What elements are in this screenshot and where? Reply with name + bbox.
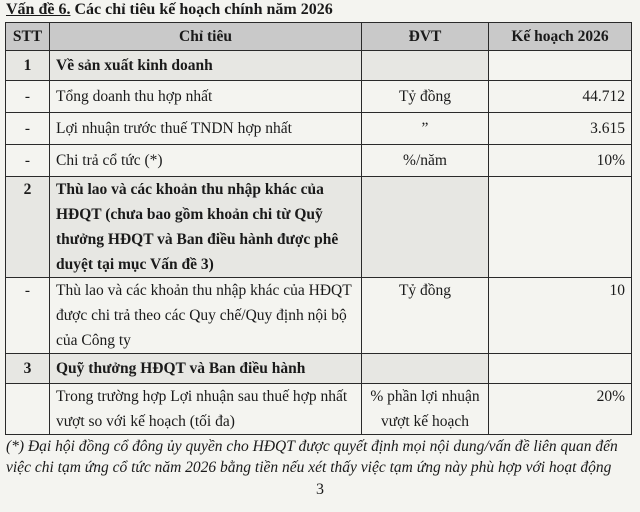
section-title: Các chỉ tiêu kế hoạch chính năm 2026	[74, 1, 333, 18]
row-stt: -	[6, 145, 50, 177]
row-unit	[362, 51, 489, 81]
row-plan: 10	[489, 278, 632, 354]
row-plan	[489, 354, 632, 384]
row-stt: -	[6, 81, 50, 113]
table-row	[6, 354, 632, 384]
row-unit: %/năm	[362, 145, 489, 177]
row-stt: 1	[6, 51, 50, 81]
row-indicator: Tổng doanh thu hợp nhất	[50, 81, 362, 113]
table-row	[6, 177, 632, 278]
row-unit: Tỷ đồng	[362, 81, 489, 113]
row-plan: 10%	[489, 145, 632, 177]
row-stt: 3	[6, 354, 50, 384]
row-stt: -	[6, 113, 50, 145]
table-row	[6, 278, 632, 354]
row-indicator: Quỹ thưởng HĐQT và Ban điều hành	[50, 354, 362, 384]
page-number: 3	[316, 481, 324, 498]
row-stt: -	[6, 278, 50, 354]
table-row	[6, 81, 632, 113]
row-indicator: Chi trả cổ tức (*)	[50, 145, 362, 177]
table-row	[6, 145, 632, 177]
row-plan: 3.615	[489, 113, 632, 145]
row-unit: Tỷ đồng	[362, 278, 489, 354]
row-plan	[489, 51, 632, 81]
footnote: (*) Đại hội đồng cổ đông ủy quyền cho HĐQT được quyết định mọi nội dung/vấn đề liên quan đến việc chi tạm ứng cổ tức năm 2026 bằng tiền nếu xét thấy việc tạm ứng này phù hợp với hoạt động	[6, 438, 618, 476]
row-stt: 2	[6, 177, 50, 278]
table-row	[6, 113, 632, 145]
header-stt: STT	[6, 23, 50, 51]
row-unit: ”	[362, 113, 489, 145]
table-row	[6, 384, 632, 435]
row-indicator: Trong trường hợp Lợi nhuận sau thuế hợp nhất vượt so với kế hoạch (tối đa)	[50, 384, 362, 435]
header-indicator: Chỉ tiêu	[50, 23, 362, 51]
row-indicator: Lợi nhuận trước thuế TNDN hợp nhất	[50, 113, 362, 145]
row-indicator: Về sản xuất kinh doanh	[50, 51, 362, 81]
table-row	[6, 51, 632, 81]
row-plan: 44.712	[489, 81, 632, 113]
row-plan: 20%	[489, 384, 632, 435]
section-heading	[6, 0, 333, 20]
issue-label: Vấn đề 6.	[6, 1, 71, 18]
row-indicator: Thù lao và các khoản thu nhập khác của HĐQT (chưa bao gồm khoản chi từ Quỹ thưởng HĐQT và Ban điều hành được phê duyệt tại mục Vấn đề 3)	[50, 177, 362, 278]
header-unit: ĐVT	[362, 23, 489, 51]
row-unit	[362, 177, 489, 278]
table-header-row	[6, 23, 632, 51]
row-unit	[362, 354, 489, 384]
row-stt	[6, 384, 50, 435]
row-indicator: Thù lao và các khoản thu nhập khác của HĐQT được chi trả theo các Quy chế/Quy định nội bộ của Công ty	[50, 278, 362, 354]
row-plan	[489, 177, 632, 278]
header-plan: Kế hoạch 2026	[489, 23, 632, 51]
plan-table	[5, 22, 632, 435]
row-unit: % phần lợi nhuận vượt kế hoạch	[362, 384, 489, 435]
